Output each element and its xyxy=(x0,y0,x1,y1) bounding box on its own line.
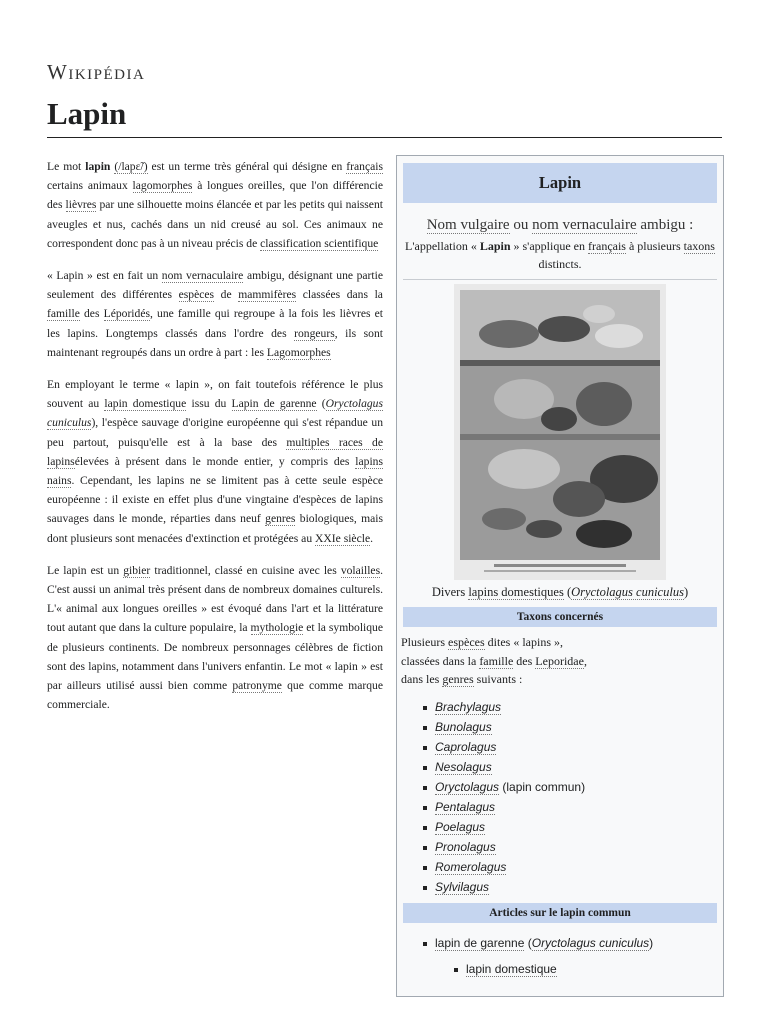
link-francais-2[interactable]: français xyxy=(588,239,626,253)
paragraph-vernaculaire xyxy=(47,266,383,362)
link-mammiferes[interactable]: mammifères xyxy=(238,288,297,302)
article-body xyxy=(47,157,383,727)
link-oryctolagus-3[interactable]: Oryctolagus cuniculus xyxy=(531,935,650,950)
list-item xyxy=(435,877,723,897)
list-item xyxy=(435,737,723,757)
taxobox xyxy=(396,155,724,997)
text: . Cependant, les lapins ne se limitent pas à cette seule espèce européenne : il existe en effet plus d'une vingtaine d'espèces de lapins sauvages dans le monde, réparties dans neuf xyxy=(47,474,383,526)
genus-link[interactable]: Pentalagus xyxy=(435,799,496,814)
link-famille-2[interactable]: famille xyxy=(479,653,514,668)
text: L'appellation « xyxy=(405,239,477,253)
text: est un terme très général qui désigne en xyxy=(151,160,343,173)
text: classées dans la xyxy=(302,288,383,302)
text: ( xyxy=(566,585,572,599)
list-item xyxy=(435,717,723,737)
link-leporidae[interactable]: Leporidae xyxy=(535,653,584,668)
link-rongeurs[interactable]: rongeurs xyxy=(294,326,335,340)
text: distincts. xyxy=(538,257,582,271)
text: « Lapin » est en fait un xyxy=(47,269,159,283)
genus-link[interactable]: Caprolagus xyxy=(435,739,497,754)
page-title: Lapin xyxy=(47,96,127,131)
genus-link[interactable]: Bunolagus xyxy=(435,719,492,734)
text: En employant le terme « lapin », on fait toutefois référence le plus souvent au xyxy=(47,378,383,411)
text: Le mot xyxy=(47,160,82,173)
text: par une silhouette moins élancée et par les petits qui naissent aveugles et nus, cachés dans un nid creusé au sol. Ces animaux ne correspondent donc pas à un niveau précis de xyxy=(47,198,383,250)
articles-sublist xyxy=(397,959,723,979)
taxa-intro xyxy=(401,633,717,689)
list-item xyxy=(466,959,723,979)
text: élevées à présent dans le monde entier, y compris des xyxy=(74,454,350,468)
text: de xyxy=(220,288,232,302)
link-volailles[interactable]: volailles xyxy=(340,563,381,577)
text: Divers xyxy=(431,585,466,599)
text: à plusieurs xyxy=(628,239,681,253)
list-item: lapin de garenne (Oryctolagus cuniculus) xyxy=(435,933,723,953)
text: . xyxy=(370,531,373,545)
link-lapin-domestique[interactable]: lapin domestique xyxy=(104,397,187,411)
list-item xyxy=(435,857,723,877)
link-leporides[interactable]: Léporidés xyxy=(103,307,150,321)
text: et la symbolique de plusieurs continents. De nombreux personnages célèbres de fiction sont des lapins, notamment dans l'univers enfantin. Le mot « lapin » est par ailleurs utilisé aussi bien comme xyxy=(47,621,384,693)
vernacular-line xyxy=(397,215,723,235)
link-nom-vulgaire[interactable]: Nom vulgaire xyxy=(426,217,510,233)
list-item xyxy=(435,757,723,777)
link-mythologie[interactable]: mythologie xyxy=(250,621,304,635)
text: biologiques, mais dont plusieurs sont menacées d'extinction et protégées au xyxy=(47,512,384,545)
list-item xyxy=(435,697,723,717)
genera-list xyxy=(397,697,723,897)
text: à longues oreilles, que l'on différencie des xyxy=(47,179,383,212)
text: ), l'espèce sauvage d'origine européenne qui s'est répandue un peu partout, puisqu'elle est à la base des xyxy=(47,416,383,449)
text: » s'applique en xyxy=(513,239,585,253)
link-lievres[interactable]: lièvres xyxy=(65,198,97,212)
text: ambigu, désignant une partie seulement des différentes xyxy=(47,269,384,302)
link-lapins-nains[interactable]: lapins nains xyxy=(47,454,383,488)
rabbits-engraving-image[interactable] xyxy=(454,284,666,580)
list-item xyxy=(435,817,723,837)
link-xxie-siecle[interactable]: XXIe siècle xyxy=(315,531,371,545)
text: classées dans la xyxy=(401,653,477,668)
title-divider xyxy=(47,137,722,138)
text: ) xyxy=(683,585,689,599)
genus-link[interactable]: Poelagus xyxy=(435,819,486,834)
link-lapin-de-garenne-2[interactable]: lapin de garenne xyxy=(435,935,525,950)
text: traditionnel, classé en cuisine avec les xyxy=(154,563,337,577)
text: dans les xyxy=(401,672,440,686)
paragraph-culture xyxy=(47,561,383,715)
link-especes[interactable]: espèces xyxy=(178,288,215,302)
genus-link[interactable]: Oryctolagus xyxy=(435,779,500,794)
link-taxons[interactable]: taxons xyxy=(683,239,715,253)
link-nom-vernaculaire-2[interactable]: nom vernaculaire xyxy=(532,217,637,233)
link-lapins-domestiques[interactable]: lapins domestiques xyxy=(468,585,564,599)
bold-term: lapin xyxy=(85,160,111,173)
text: ambigu : xyxy=(640,217,694,233)
link-classification[interactable]: classification scientifique xyxy=(260,236,379,250)
ipa-link[interactable]: (/lapɛ̃/) xyxy=(114,160,148,173)
link-oryctolagus-2[interactable]: Oryctolagus cuniculus xyxy=(571,585,684,599)
text: Plusieurs xyxy=(401,635,446,649)
link-nom-vernaculaire[interactable]: nom vernaculaire xyxy=(161,269,244,283)
genus-link[interactable]: Pronolagus xyxy=(435,839,496,854)
paragraph-intro xyxy=(47,157,383,253)
text: ou xyxy=(513,217,529,233)
text: issu du xyxy=(191,397,227,411)
image-caption xyxy=(397,583,723,601)
link-lapin-de-garenne[interactable]: Lapin de garenne xyxy=(231,397,317,411)
list-item xyxy=(435,837,723,857)
list-item xyxy=(435,777,723,797)
genus-link[interactable]: Romerolagus xyxy=(435,859,507,874)
link-oryctolagus[interactable]: Oryctolagus cuniculus xyxy=(47,397,383,430)
articles-list xyxy=(397,933,723,953)
separator xyxy=(403,279,717,280)
text: ( xyxy=(321,397,326,411)
text: certains animaux xyxy=(47,179,128,193)
bold-term: Lapin xyxy=(479,239,511,253)
text: que comme marque commerciale. xyxy=(47,679,383,712)
text: , une famille qui regroupe à la fois les lièvres et les lapins. Longtemps classés dans l'ordre des xyxy=(47,307,383,340)
text: , xyxy=(583,653,587,668)
genus-link[interactable]: Sylvilagus xyxy=(435,879,490,894)
text: Le lapin est un xyxy=(47,563,120,577)
link-francais[interactable]: français xyxy=(346,160,383,173)
link-famille[interactable]: famille xyxy=(47,307,80,321)
link-lagomorphes-2[interactable]: Lagomorphes xyxy=(266,345,331,359)
taxa-header: Taxons concernés xyxy=(403,607,717,627)
link-lapin-domestique-2[interactable]: lapin domestique xyxy=(466,961,557,976)
link-genres[interactable]: genres xyxy=(265,512,296,526)
text: des xyxy=(84,307,100,321)
link-patronyme[interactable]: patronyme xyxy=(232,679,282,693)
link-gibier[interactable]: gibier xyxy=(123,563,151,577)
list-item xyxy=(435,797,723,817)
wikipedia-wordmark[interactable]: Wikipédia xyxy=(47,60,146,84)
genus-link[interactable]: Brachylagus xyxy=(435,699,502,714)
text: des xyxy=(516,653,533,668)
text: suivants : xyxy=(476,672,523,686)
link-especes-2[interactable]: espèces xyxy=(448,635,485,649)
link-genres-2[interactable]: genres xyxy=(442,672,474,686)
paragraph-domestique xyxy=(47,375,383,548)
text: . C'est aussi un animal très présent dans de nombreux domaines culturels. L'« animal aux longues oreilles » est évoqué dans l'art et la littérature tout autant que dans la culture populaire, la xyxy=(47,563,384,635)
articles-header: Articles sur le lapin commun xyxy=(403,903,717,923)
genus-link[interactable]: Nesolagus xyxy=(435,759,492,774)
text: dites « lapins », xyxy=(487,635,563,649)
taxobox-title: Lapin xyxy=(403,163,717,203)
appellation-line xyxy=(397,237,723,273)
link-lagomorphes[interactable]: lagomorphes xyxy=(132,179,193,193)
genus-note: (lapin commun) xyxy=(502,779,586,794)
text: , ils sont maintenant regroupés dans un ordre à part : les xyxy=(47,326,383,359)
link-races-de-lapins[interactable]: multiples races de lapins xyxy=(47,435,383,468)
